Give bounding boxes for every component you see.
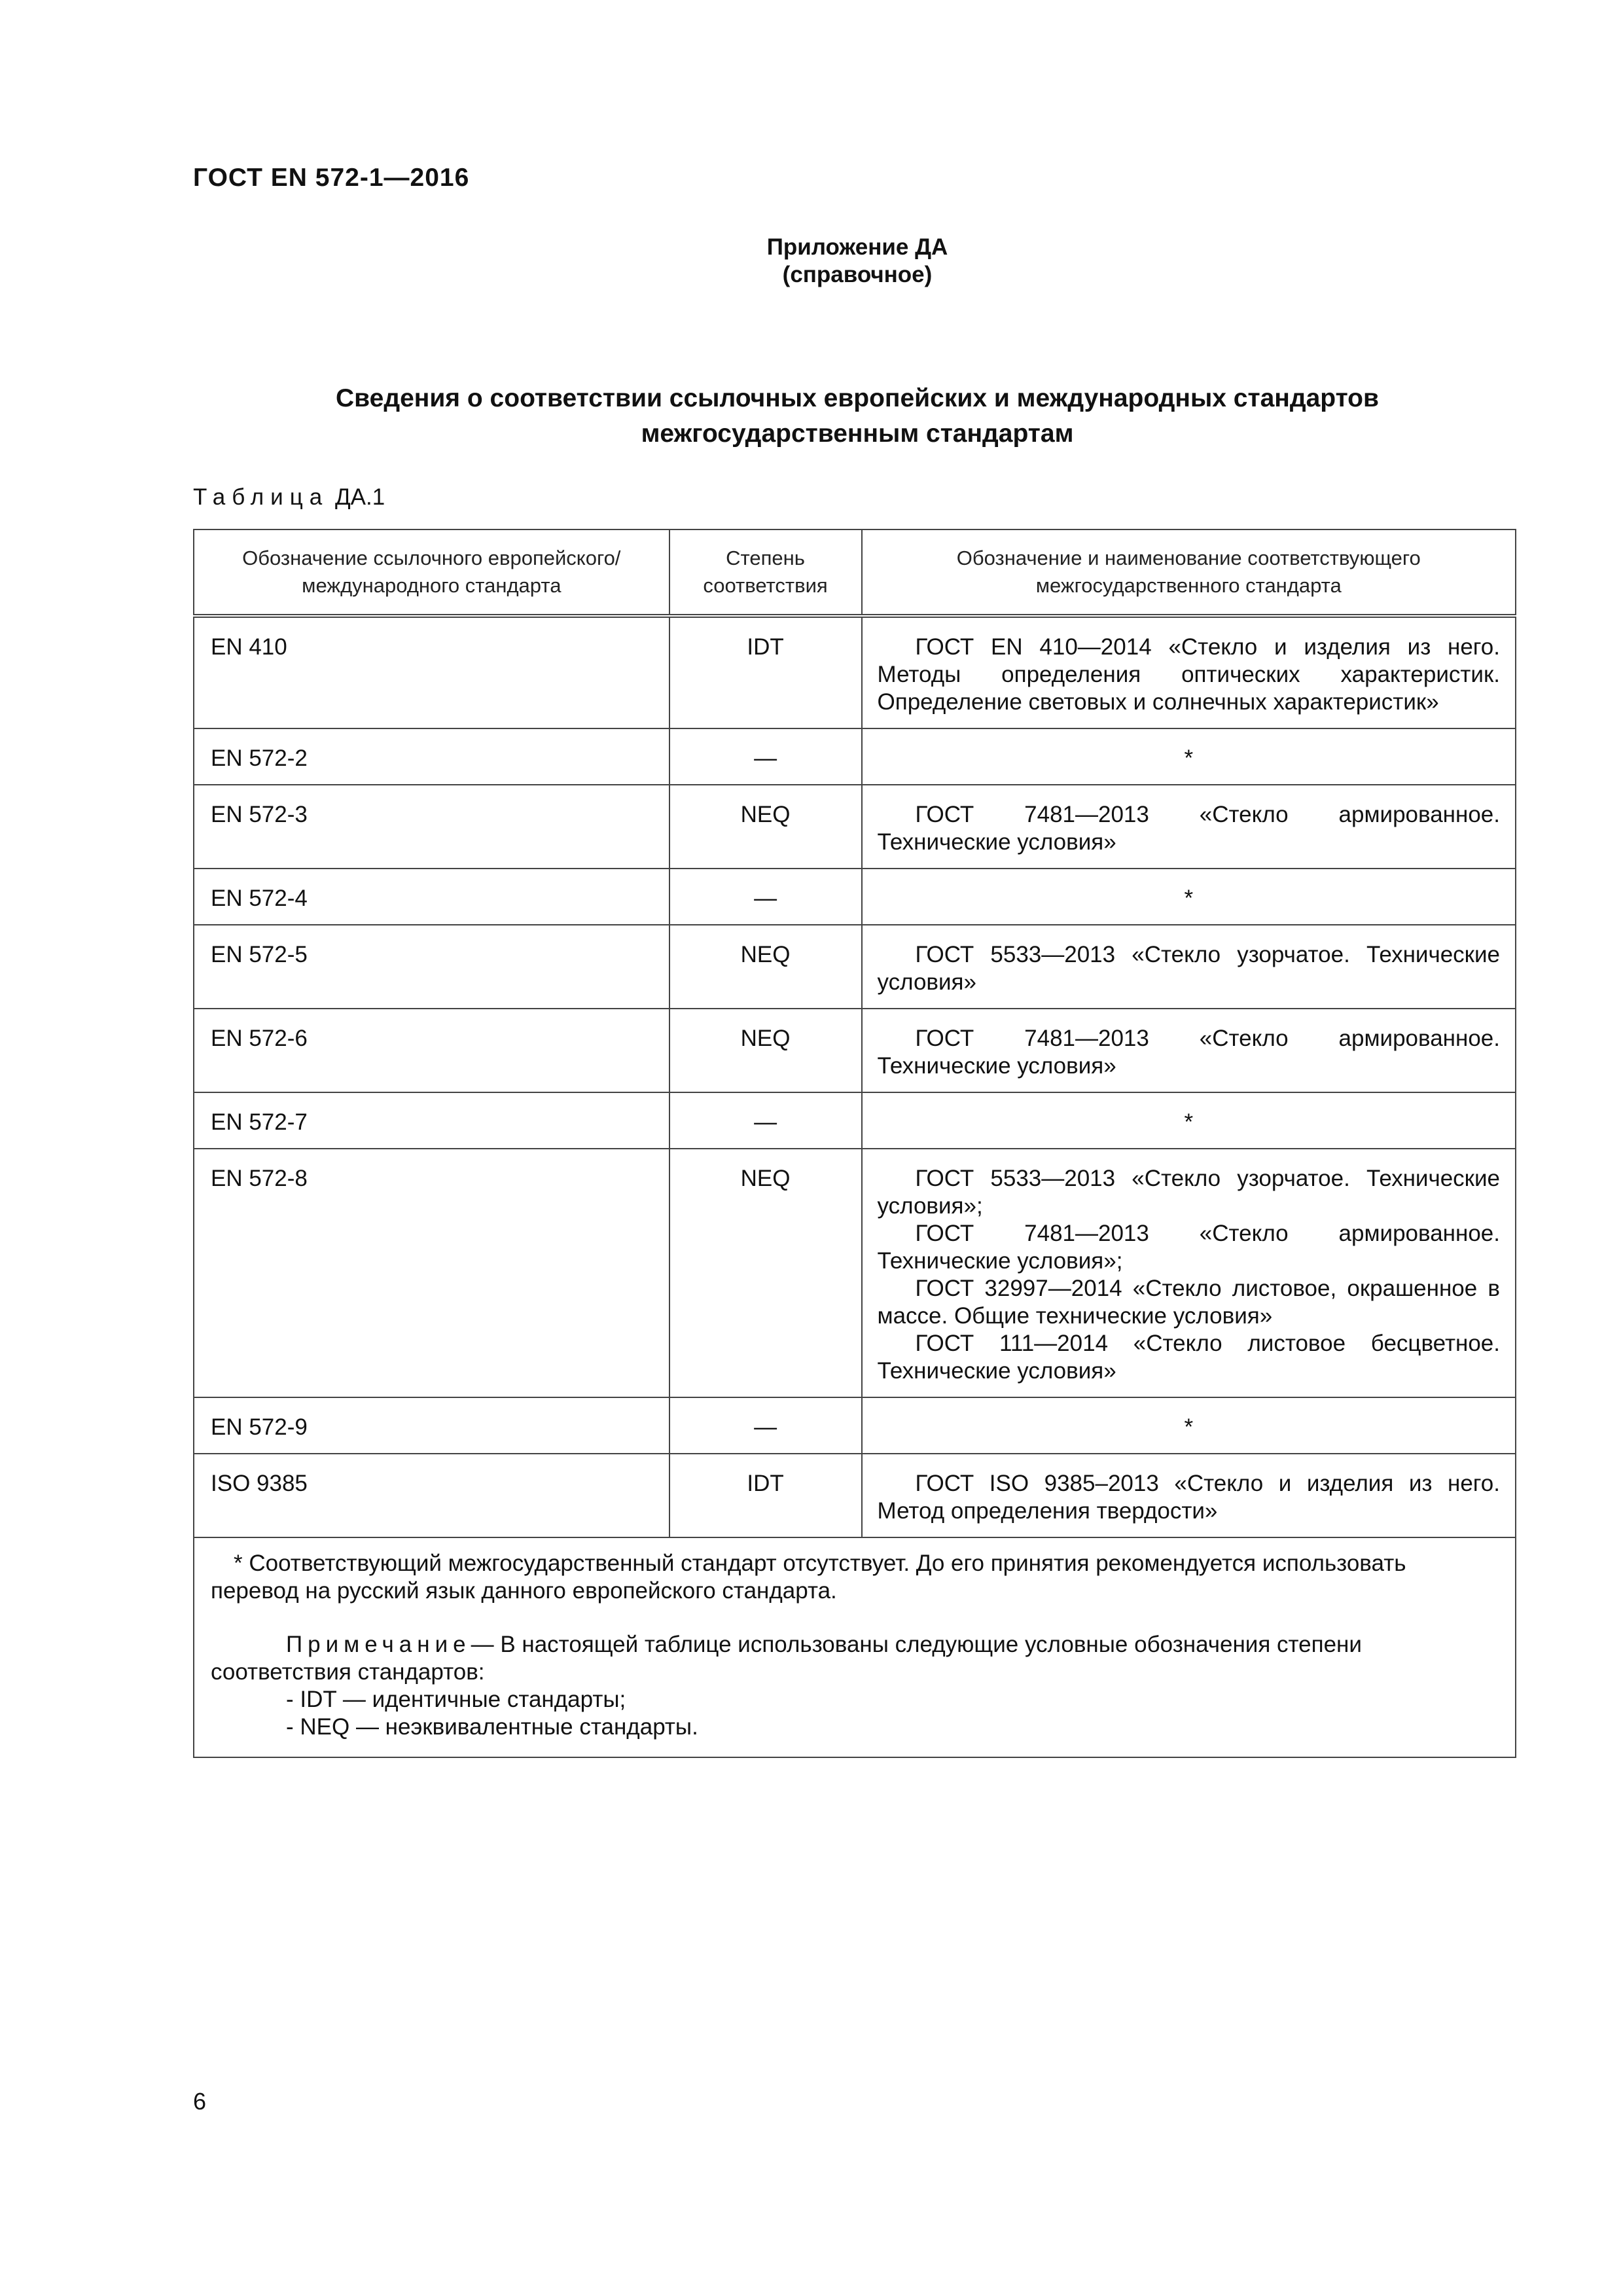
interstate-standard xyxy=(862,1454,1516,1537)
interstate-standard xyxy=(862,925,1516,1009)
correspondence-degree: IDT xyxy=(669,616,862,728)
interstate-standard-entry: ГОСТ 5533—2013 «Стекло узорчатое. Технические условия» xyxy=(877,942,1500,995)
standard-designation: EN 572-4 xyxy=(194,869,669,925)
interstate-standard-entry: ГОСТ 32997—2014 «Стекло листовое, окрашенное в массе. Общие технические условия» xyxy=(877,1276,1500,1329)
correspondence-degree: — xyxy=(669,1092,862,1149)
standard-designation: EN 410 xyxy=(194,616,669,728)
table-row xyxy=(194,616,1516,728)
standard-designation: EN 572-7 xyxy=(194,1092,669,1149)
standard-designation: EN 572-5 xyxy=(194,925,669,1009)
table-row xyxy=(194,1092,1516,1149)
correspondence-degree: — xyxy=(669,728,862,785)
table-caption-number: ДА.1 xyxy=(334,484,385,510)
interstate-standard xyxy=(862,1149,1516,1397)
section-title-line-1: Сведения о соответствии ссылочных европейских и международных стандартов xyxy=(336,384,1379,412)
table-header-row xyxy=(194,529,1516,616)
section-title xyxy=(196,381,1518,452)
table-caption-word: Таблица xyxy=(193,484,329,510)
interstate-standard xyxy=(862,616,1516,728)
table-caption xyxy=(193,484,385,511)
table-footnote-cell xyxy=(194,1537,1516,1757)
interstate-standard xyxy=(862,728,1516,785)
column-header-designation: Обозначение ссылочного европейского/международного стандарта xyxy=(194,529,669,616)
no-standard-marker: * xyxy=(1184,1414,1194,1440)
table-footnote-row xyxy=(194,1537,1516,1757)
table-row xyxy=(194,1009,1516,1092)
standard-designation: ISO 9385 xyxy=(194,1454,669,1537)
column-header-degree: Степень соответствия xyxy=(669,529,862,616)
table-row xyxy=(194,1149,1516,1397)
table-row xyxy=(194,785,1516,869)
correspondence-degree: — xyxy=(669,1397,862,1454)
interstate-standard-entry: ГОСТ 5533—2013 «Стекло узорчатое. Технические условия»; xyxy=(877,1166,1500,1219)
footnote-text: * Соответствующий межгосударственный стандарт отсутствует. До его принятия рекомендуется использовать перевод на русский язык данного европейского стандарта. xyxy=(211,1551,1406,1604)
note-item-idt: - IDT — идентичные стандарты; xyxy=(286,1687,626,1712)
note-item-neq: - NEQ — неэквивалентные стандарты. xyxy=(286,1714,698,1740)
correspondence-degree: IDT xyxy=(669,1454,862,1537)
interstate-standard-entry: ГОСТ 7481—2013 «Стекло армированное. Технические условия»; xyxy=(877,1221,1500,1274)
column-header-correspondence: Обозначение и наименование соответствующего межгосударственного стандарта xyxy=(862,529,1516,616)
interstate-standard xyxy=(862,785,1516,869)
interstate-standard xyxy=(862,1397,1516,1454)
section-title-line-2: межгосударственным стандартам xyxy=(641,420,1074,448)
note-text: — В настоящей таблице использованы следующие условные обозначения степени соответствия стандартов: xyxy=(211,1632,1362,1685)
correspondence-degree: NEQ xyxy=(669,785,862,869)
table-row xyxy=(194,1397,1516,1454)
note-label: Примечание xyxy=(286,1632,471,1657)
interstate-standard-entry: ГОСТ 7481—2013 «Стекло армированное. Технические условия» xyxy=(877,1026,1500,1079)
correspondence-degree: — xyxy=(669,869,862,925)
no-standard-marker: * xyxy=(1184,1109,1194,1135)
table-row xyxy=(194,925,1516,1009)
table-row xyxy=(194,869,1516,925)
interstate-standard xyxy=(862,869,1516,925)
interstate-standard-entry: ГОСТ ISO 9385–2013 «Стекло и изделия из него. Метод определения твердости» xyxy=(877,1471,1500,1524)
interstate-standard xyxy=(862,1092,1516,1149)
appendix-type: (справочное) xyxy=(782,262,933,287)
interstate-standard xyxy=(862,1009,1516,1092)
correspondence-table xyxy=(193,529,1516,1758)
correspondence-degree: NEQ xyxy=(669,1009,862,1092)
table-row xyxy=(194,1454,1516,1537)
standard-designation: EN 572-8 xyxy=(194,1149,669,1397)
appendix-title: Приложение ДА xyxy=(766,234,948,260)
note-paragraph xyxy=(211,1631,1500,1686)
interstate-standard-entry: ГОСТ 111—2014 «Стекло листовое бесцветное. Технические условия» xyxy=(877,1331,1500,1384)
correspondence-degree: NEQ xyxy=(669,925,862,1009)
no-standard-marker: * xyxy=(1184,886,1194,911)
table-row xyxy=(194,728,1516,785)
standard-designation: EN 572-3 xyxy=(194,785,669,869)
interstate-standard-entry: ГОСТ 7481—2013 «Стекло армированное. Технические условия» xyxy=(877,802,1500,855)
standard-designation: EN 572-9 xyxy=(194,1397,669,1454)
standard-designation: EN 572-6 xyxy=(194,1009,669,1092)
standard-designation: EN 572-2 xyxy=(194,728,669,785)
page-number: 6 xyxy=(193,2088,207,2115)
no-standard-marker: * xyxy=(1184,745,1194,771)
correspondence-degree: NEQ xyxy=(669,1149,862,1397)
interstate-standard-entry: ГОСТ EN 410—2014 «Стекло и изделия из него. Методы определения оптических характеристик. Определение световых и солнечных характеристик» xyxy=(877,634,1500,715)
document-code: ГОСТ EN 572-1—2016 xyxy=(193,164,470,192)
